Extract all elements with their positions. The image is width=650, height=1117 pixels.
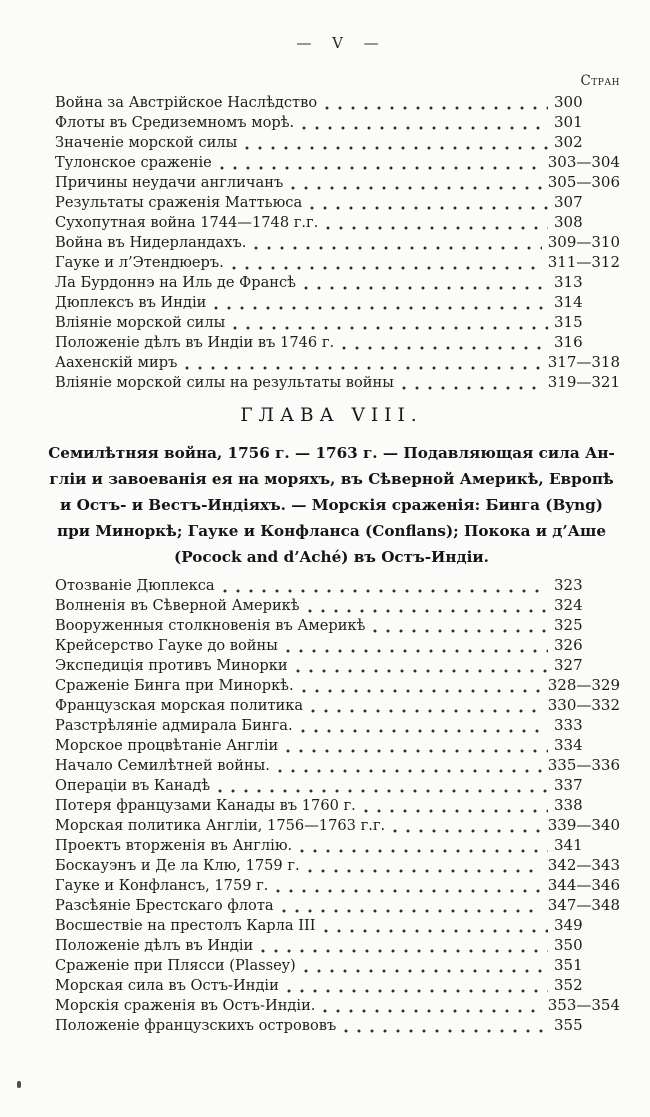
toc-row [55,656,620,676]
toc-entry-pages: 341 [554,836,583,854]
toc-entry-pages: 338 [554,796,583,814]
toc-row [55,716,620,736]
dot-leader [233,326,548,330]
toc-entry-pages: 330—332 [547,696,620,714]
toc-row [55,976,620,996]
chapter-summary-line: и Остъ- и Вестъ-Индіяхъ. — Морскія сраженія: Бинга (Byng) [60,496,603,514]
toc-entry-title: Вліяніе морской силы на результаты войны [55,374,394,391]
toc-entry-title: Война за Австрійское Наслѣдство [55,94,318,111]
toc-row [55,876,620,896]
toc-entry-title: Волненія въ Сѣверной Америкѣ [55,597,300,614]
toc-entry-title: Морское процвѣтаніе Англіи [55,737,279,754]
chapter-summary-line: (Pocock and d’Aché) въ Остъ-Индіи. [174,548,489,566]
dot-leader [220,166,542,170]
ink-speck [17,1081,21,1088]
toc-row [55,213,620,233]
toc-row [55,756,620,776]
dot-leader [302,126,548,130]
toc-entry-title: Флоты въ Средиземномъ морѣ. [55,114,295,131]
toc-entry-title: Французская морская политика [55,697,304,714]
toc-entry-title: Начало Семилѣтней войны. [55,757,270,774]
toc-entry-pages: 301 [554,113,583,131]
toc-entry-pages: 328—329 [547,676,620,694]
toc-row [55,636,620,656]
toc-list-top [55,93,620,393]
toc-entry-title: Отозваніе Дюплекса [55,577,215,594]
chapter-summary [43,440,620,570]
dot-leader [276,889,541,893]
dot-leader [286,749,548,753]
toc-row [55,696,620,716]
toc-entry-title: Положеніе дѣлъ въ Индіи въ 1746 г. [55,334,335,351]
toc-entry-pages: 347—348 [547,896,620,914]
toc-row [55,253,620,273]
toc-entry-title: Операціи въ Канадѣ [55,777,211,794]
toc-entry-title: Крейсерство Гауке до войны [55,637,278,654]
dot-leader [304,969,548,973]
toc-row [55,373,620,393]
chapter-summary-line: при Миноркѣ; Гауке и Конфланса (Conflans); Покока и д’Аше [56,522,607,540]
toc-entry-pages: 326 [554,636,583,654]
toc-row [55,233,620,253]
toc-row [55,936,620,956]
toc-entry-pages: 319—321 [547,373,620,391]
toc-row [55,576,620,596]
toc-entry-title: Война въ Нидерландахъ. [55,234,247,251]
dot-leader [261,949,548,953]
book-page [0,34,650,1036]
toc-entry-pages: 309—310 [547,233,620,251]
toc-entry-pages: 333 [554,716,583,734]
toc-row [55,153,620,173]
dot-leader [311,709,542,713]
toc-row [55,816,620,836]
toc-row [55,916,620,936]
toc-entry-title: Сухопутная война 1744—1748 г.г. [55,214,319,231]
toc-row [55,353,620,373]
dot-leader [308,609,548,613]
dot-leader [364,809,548,813]
chapter-heading: ГЛАВА VIII. [240,405,423,426]
toc-entry-pages: 350 [554,936,583,954]
toc-entry-title: Положеніе дѣлъ въ Индіи [55,937,254,954]
toc-entry-pages: 355 [554,1016,583,1034]
toc-entry-pages: 337 [554,776,583,794]
toc-entry-pages: 327 [554,656,583,674]
toc-row [55,293,620,313]
dot-leader [300,849,548,853]
pages-column-header: Стран [580,73,620,89]
toc-row [55,193,620,213]
toc-row [55,616,620,636]
toc-entry-pages: 303—304 [547,153,620,171]
toc-entry-title: Восшествіе на престолъ Карла III [55,917,316,934]
dot-leader [373,629,548,633]
toc-row [55,273,620,293]
toc-row [55,676,620,696]
toc-entry-pages: 351 [554,956,583,974]
toc-entry-title: Потеря французами Канады въ 1760 г. [55,797,356,814]
toc-entry-pages: 317—318 [547,353,620,371]
toc-row [55,776,620,796]
toc-entry-title: Причины неудачи англичанъ [55,174,284,191]
dot-leader [296,669,548,673]
toc-row [55,836,620,856]
dot-leader [287,989,548,993]
toc-entry-pages: 302 [554,133,583,151]
toc-row [55,133,620,153]
toc-entry-pages: 316 [554,333,583,351]
toc-entry-title: Экспедиція противъ Минорки [55,657,288,674]
toc-entry-title: Разсѣяніе Брестскаго флота [55,897,274,914]
dot-leader [325,106,548,110]
dot-leader [185,366,541,370]
toc-row [55,956,620,976]
toc-entry-pages: 342—343 [547,856,620,874]
dot-leader [310,206,548,210]
toc-entry-title: Тулонское сраженіе [55,154,212,171]
toc-row [55,596,620,616]
toc-entry-title: Сраженіе Бинга при Миноркѣ. [55,677,294,694]
toc-entry-pages: 313 [554,273,583,291]
toc-entry-title: Положеніе французскихъ острововъ [55,1017,337,1034]
toc-entry-title: Вооруженныя столкновенія въ Америкѣ [55,617,366,634]
dot-leader [278,769,542,773]
chapter-summary-line: гліи и завоеванія ея на моряхъ, въ Сѣверной Америкѣ, Европѣ [49,470,614,488]
dot-leader [301,729,548,733]
dot-leader [291,186,542,190]
dot-leader [393,829,542,833]
toc-entry-pages: 307 [554,193,583,211]
toc-entry-title: Морская сила въ Остъ-Индіи [55,977,279,994]
dot-leader [323,1009,541,1013]
dot-leader [232,266,542,270]
chapter-summary-line: Семилѣтняя война, 1756 г. — 1763 г. — Подавляющая сила Ан- [48,444,615,462]
dot-leader [214,306,548,310]
toc-entry-pages: 349 [554,916,583,934]
toc-entry-pages: 300 [554,93,583,111]
toc-row [55,333,620,353]
toc-entry-pages: 308 [554,213,583,231]
dot-leader [324,929,548,933]
dot-leader [342,346,548,350]
dot-leader [254,246,541,250]
toc-row [55,93,620,113]
toc-entry-pages: 324 [554,596,583,614]
toc-entry-title: Результаты сраженія Маттьюса [55,194,303,211]
toc-entry-pages: 335—336 [547,756,620,774]
toc-entry-title: Аахенскій миръ [55,354,178,371]
toc-entry-pages: 353—354 [547,996,620,1014]
toc-entry-pages: 323 [554,576,583,594]
page-running-head: — V — [296,34,379,52]
toc-entry-pages: 311—312 [547,253,620,271]
toc-row [55,896,620,916]
dot-leader [286,649,548,653]
toc-row [55,113,620,133]
toc-entry-title: Проектъ вторженія въ Англію. [55,837,293,854]
toc-entry-pages: 352 [554,976,583,994]
dot-leader [402,386,542,390]
toc-entry-title: Сраженіе при Плясси (Plassey) [55,957,296,974]
toc-row [55,313,620,333]
toc-entry-title: Вліяніе морской силы [55,314,226,331]
toc-entry-title: Ла Бурдоннэ на Иль де Франсѣ [55,274,296,291]
dot-leader [223,589,548,593]
toc-entry-title: Морская политика Англіи, 1756—1763 г.г. [55,817,386,834]
toc-entry-pages: 305—306 [547,173,620,191]
dot-leader [218,789,548,793]
toc-row [55,996,620,1016]
toc-entry-pages: 315 [554,313,583,331]
toc-row [55,173,620,193]
toc-entry-title: Значеніе морской силы [55,134,238,151]
toc-entry-pages: 344—346 [547,876,620,894]
toc-entry-pages: 314 [554,293,583,311]
toc-entry-pages: 325 [554,616,583,634]
toc-entry-pages: 339—340 [547,816,620,834]
toc-row [55,796,620,816]
dot-leader [245,146,548,150]
toc-entry-title: Боскауэнъ и Де ла Клю, 1759 г. [55,857,300,874]
toc-entry-pages: 334 [554,736,583,754]
dot-leader [304,286,548,290]
dot-leader [326,226,548,230]
toc-list-chapter-8 [55,576,620,1036]
toc-entry-title: Гауке и л’Этендюеръ. [55,254,224,271]
toc-row [55,1016,620,1036]
toc-entry-title: Гауке и Конфлансъ, 1759 г. [55,877,269,894]
toc-row [55,856,620,876]
toc-entry-title: Дюплексъ въ Индіи [55,294,207,311]
toc-entry-title: Разстрѣляніе адмирала Бинга. [55,717,293,734]
dot-leader [302,689,542,693]
dot-leader [344,1029,548,1033]
dot-leader [282,909,542,913]
toc-entry-title: Морскія сраженія въ Остъ-Индіи. [55,997,316,1014]
dot-leader [308,869,542,873]
toc-row [55,736,620,756]
